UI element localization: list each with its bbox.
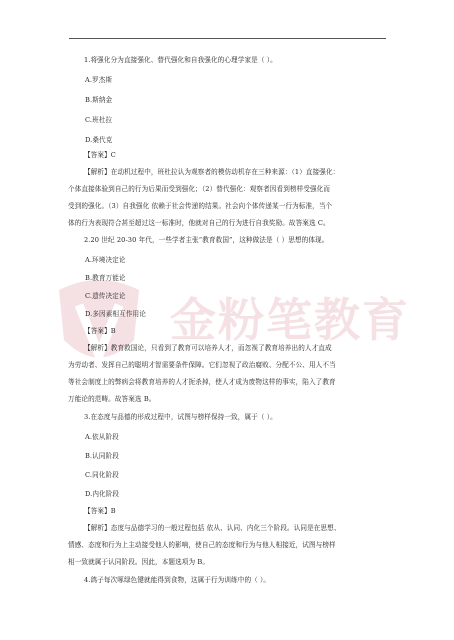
q3-option-a: A.依从阶段 bbox=[85, 433, 119, 441]
q3-explanation-line: 【解析】态度与品德学习的一般过程包括 依从、认同、内化三个阶段。认同是在思想、 bbox=[84, 524, 341, 532]
q2-option-d: D.多因素相互作用论 bbox=[85, 310, 146, 318]
q1-explanation-line: 【解析】在动机过程中，班杜拉认为观察者的模仿动机存在三种来源：（1）直接强化： bbox=[84, 168, 340, 176]
header-rule bbox=[69, 38, 386, 39]
q2-option-b: B.教育万能论 bbox=[85, 274, 126, 282]
q2-explanation-line: 万能论的范畴。故答案选 B。 bbox=[68, 395, 156, 403]
question-4: 4.鸽子每次啄绿色键就能得到食物，这属于行为训练中的（ ）。 bbox=[84, 576, 271, 584]
q3-option-b: B.认同阶段 bbox=[85, 452, 119, 460]
q1-option-c: C.班杜拉 bbox=[85, 116, 113, 124]
question-2: 2.20 世纪 20-30 年代，一些学者主张“教育救国”，这种做法是（ ）思想的体现。 bbox=[84, 236, 329, 244]
q2-explanation-line: 【解析】教育救国论，只看到了教育可以培养人才，而忽视了教育培养出的人才直成 bbox=[84, 344, 332, 352]
question-3: 3.在态度与品德的形成过程中，试图与榜样保持一致，属于（ ）。 bbox=[84, 413, 277, 421]
q2-explanation-line: 为劳动者、发挥自己的聪明才智需要条件保障。它们忽视了政治腐败、分配不公、用人不当 bbox=[68, 361, 336, 369]
q3-explanation-line: 相一致就属于认同阶段。因此，本题选项为 B。 bbox=[68, 558, 210, 566]
q2-option-c: C.遗传决定论 bbox=[85, 292, 126, 300]
q2-option-a: A.环境决定论 bbox=[85, 256, 126, 264]
question-1: 1.将强化分为直接强化、替代强化和自我强化的心理学家是（ ）。 bbox=[84, 56, 277, 64]
q1-explanation-line: 个体直接体验到自己的行为后果而受到强化；（2）替代强化：观察者因看到榜样受强化而 bbox=[68, 185, 331, 193]
q1-option-b: B.斯纳金 bbox=[85, 96, 113, 104]
q1-explanation-line: 受到的强化。（3）自我强化 依赖于社会传递的结果。社会向个体传递某一行为标准，当个 bbox=[68, 202, 333, 210]
q2-explanation-line: 等社会制度上的弊病会将教育培养的人才扼杀掉，使人才成为废物这样的事实，陷入了教育 bbox=[68, 378, 336, 386]
q1-option-a: A.罗杰斯 bbox=[85, 76, 113, 84]
q3-option-c: C.同化阶段 bbox=[85, 471, 119, 479]
watermark-text: 金粉笔教育 bbox=[170, 293, 410, 347]
q3-answer: 【答案】B bbox=[84, 507, 116, 515]
q1-option-d: D.桑代克 bbox=[85, 136, 113, 144]
q1-explanation-line: 体的行为表现符合甚至超过这一标准时，他就对自己的行为进行自我奖励。故答案选 C。 bbox=[68, 219, 330, 227]
q3-explanation-line: 情感、态度和行为上主动接受他人的影响，使自己的态度和行为与他人相接近，试图与榜样 bbox=[68, 541, 336, 549]
q3-option-d: D.内化阶段 bbox=[85, 490, 120, 498]
q2-answer: 【答案】B bbox=[84, 327, 116, 335]
q1-answer: 【答案】C bbox=[84, 151, 116, 159]
